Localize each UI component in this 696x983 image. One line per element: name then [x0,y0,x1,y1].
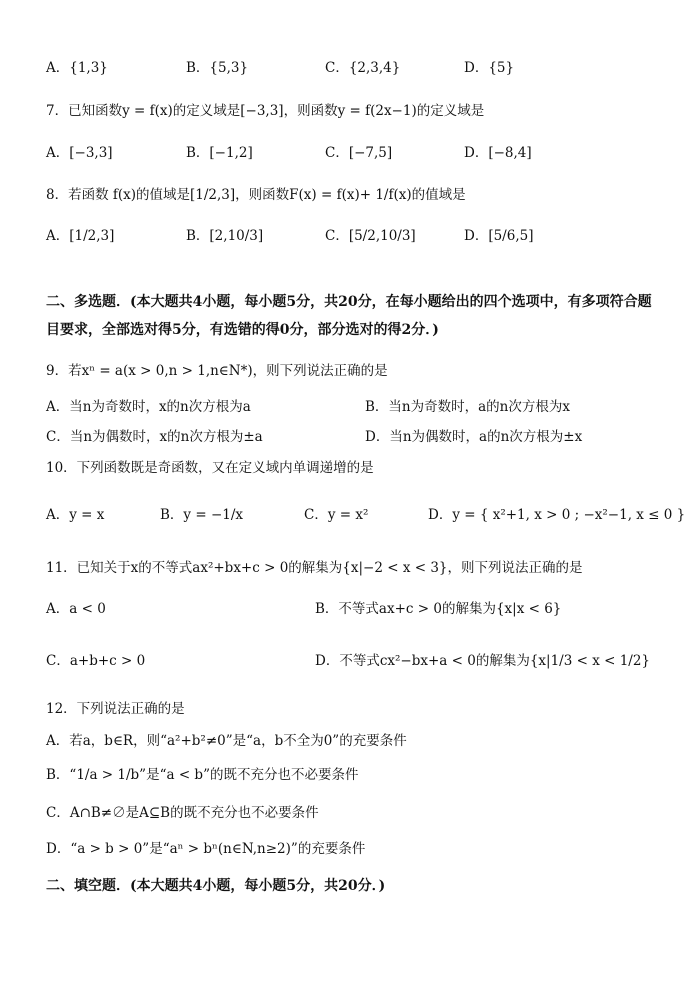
q7-stem: 7．已知函数y = f(x)的定义域是[−3,3]，则函数y = f(2x−1)的定义域是 [46,103,485,119]
q9-option-c: C．当n为偶数时，x的n次方根为±a [46,429,263,445]
q9-option-b: B．当n为奇数时，a的n次方根为x [365,399,570,415]
q8-option-a: A．[1/2,3] [46,228,115,244]
q6-option-d: D．{5} [464,60,515,76]
q12-option-c: C．A∩B≠∅是A⊆B的既不充分也不必要条件 [46,805,319,821]
section-fill-in-title: 二、填空题．(本大题共4小题，每小题5分，共20分．) [46,878,386,894]
q7-option-c: C．[−7,5] [325,145,393,161]
q7-option-d: D．[−8,4] [464,145,532,161]
q6-option-a: A．{1,3} [46,60,108,76]
q7-option-a: A．[−3,3] [46,145,113,161]
q11-stem: 11．已知关于x的不等式ax²+bx+c > 0的解集为{x|−2 < x < 3}，则下列说法正确的是 [46,560,583,576]
q6-option-b: B．{5,3} [186,60,249,76]
q9-stem: 9．若xⁿ = a(x > 0,n > 1,n∈N*)，则下列说法正确的是 [46,363,388,379]
q8-stem: 8．若函数 f(x)的值域是[1/2,3]，则函数F(x) = f(x)+ 1/f(x)的值域是 [46,187,466,203]
q8-option-c: C．[5/2,10/3] [325,228,416,244]
q10-option-a: A．y = x [46,507,105,523]
q11-option-b: B．不等式ax+c > 0的解集为{x|x < 6} [315,601,562,617]
section-multiple-choice-title: 二、多选题．(本大题共4小题，每小题5分，共20分，在每小题给出的四个选项中，有多项符合题目要求，全部选对得5分，有选错的得0分，部分选对的得2分．) [46,294,652,338]
q11-option-c: C．a+b+c > 0 [46,653,146,669]
q9-option-d: D．当n为偶数时，a的n次方根为±x [365,429,583,445]
q10-option-d: D．y = { x²+1, x > 0 ; −x²−1, x ≤ 0 } [428,507,686,523]
q7-option-b: B．[−1,2] [186,145,253,161]
q8-option-d: D．[5/6,5] [464,228,534,244]
q10-option-c: C．y = x² [304,507,369,523]
q6-option-c: C．{2,3,4} [325,60,401,76]
q8-option-b: B．[2,10/3] [186,228,264,244]
q10-stem: 10．下列函数既是奇函数，又在定义域内单调递增的是 [46,460,374,476]
q12-option-b: B．“1/a > 1/b”是“a < b”的既不充分也不必要条件 [46,767,359,783]
q12-stem: 12．下列说法正确的是 [46,701,185,717]
q11-option-d: D．不等式cx²−bx+a < 0的解集为{x|1/3 < x < 1/2} [315,653,651,669]
q11-option-a: A．a < 0 [46,601,106,617]
q10-option-b: B．y = −1/x [160,507,244,523]
q9-option-a: A．当n为奇数时，x的n次方根为a [46,399,251,415]
q12-option-a: A．若a，b∈R，则“a²+b²≠0”是“a，b不全为0”的充要条件 [46,733,407,749]
q12-option-d: D．“a > b > 0”是“aⁿ > bⁿ(n∈N,n≥2)”的充要条件 [46,841,366,857]
